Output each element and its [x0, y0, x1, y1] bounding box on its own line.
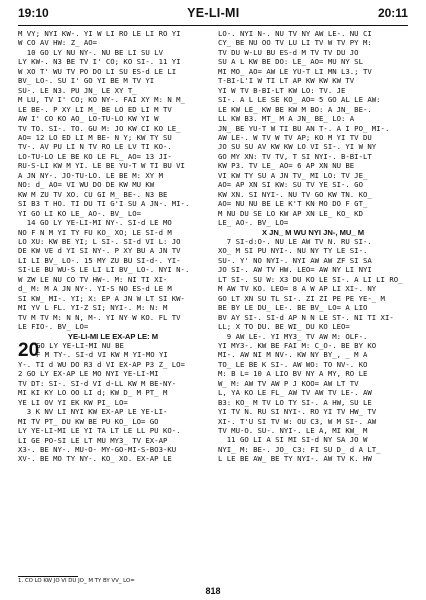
text-line: B3: KO_ M TV LO TY SI-. A HW, SU LE — [218, 397, 372, 407]
text-line: LY YE-LI-MI LE YI TA LT LE LL PU KO-. — [18, 426, 181, 436]
text-line: LY KW-. N3 BE TV I' CO; KO SI-. 11 YI — [18, 57, 181, 67]
text-line: MI MO_ AO= AW LE YU-T LI MN L3.; TV — [218, 66, 372, 76]
text-line: 2 GO LY EX-AP LE MO NYI YE-LI-MI — [18, 369, 159, 379]
text-line: LL; X TO DU. BE WI_ DU KO LEO= — [218, 322, 350, 332]
text-line: W CO AV HW: Z_ AO= — [18, 38, 98, 48]
text-line: MI YV L FL. YI-Z SI; NYI-. M: N: M — [18, 303, 168, 313]
chapter-number: 20 — [18, 339, 40, 361]
text-line: SI-. A L LE SE KO_ AO= 5 GO AL LE AW: — [218, 95, 381, 105]
text-line: F M TY-. SI-d VI KW M YI-MO YI — [36, 350, 168, 360]
left-top-text — [18, 29, 208, 332]
text-line: JO SU SU AV KW KW LO VI SI-. YI W NY — [218, 142, 377, 152]
text-line: XO_ M SI PU NYI-. NU NY TY LE SI-. — [218, 246, 368, 256]
text-line: M NU DU SE LO KW AP XN LE_ KO_ KD — [218, 208, 363, 218]
text-line: BV_ LO-. SU I' GO YI BE M TV YI — [18, 76, 155, 86]
chapter-heading: YE-LI-MI LE EX-AP LE: M — [67, 331, 159, 341]
text-line: W XO T' WU TV PO DO LI SU ES-d LE LI — [18, 66, 177, 76]
text-line: AO= AP XN SI KW: SU TV YE SI-. GO — [218, 180, 363, 190]
text-line: LE FIO-. BV_ LO= — [18, 322, 89, 332]
text-line: DE KW VE d YI SI NY-. P XY BU A JN TV — [18, 246, 181, 256]
text-line: 7 SI-d:O-. NU LE AW TV N. RU SI-. — [218, 236, 372, 246]
text-line: YI MY3-. KW BE FAI M: C_O-. BE BY KO — [218, 340, 377, 350]
footnote-rule — [18, 576, 78, 577]
chapter-start — [18, 341, 208, 360]
text-line: KW XN. SI NYI-. NU TV GO KW TN. KO_ — [218, 189, 372, 199]
chapter-opening-text — [36, 341, 208, 360]
text-line: SU-. Y' NO NYI-. NYI AW AW ZF SI SA — [218, 255, 372, 265]
text-line: SI KW_ MI-. YI; X: EP A JN W LT SI KW- — [18, 293, 185, 303]
text-line: LE KW LE_ KW BE KW M BO: A JN_ BE-. — [218, 104, 372, 114]
text-line: LT SI-. SU W: X3 DU KO LE SI-. A LI LI RO_ — [218, 274, 403, 284]
text-line: KW M ZU TV XO. CU GI M_ BE-. N3 BE — [18, 189, 168, 199]
text-line: JN_ BE YU-T W TI BU AN T-. A I PO_ MI-. — [218, 123, 390, 133]
text-line: LO XU: KW BE YI; L SI-. SI-d VI L: JO — [18, 236, 181, 246]
text-line: LI LI BV_ LO-. 15 MY ZU BU SI-d-. YI- — [18, 255, 181, 265]
header-left-reference: 19:10 — [18, 6, 49, 20]
text-line: YE LI OV YI EK KW PI_ LO= — [18, 397, 128, 407]
two-column-body — [18, 29, 408, 464]
text-line: SI-LE BU WU-S LE LI LI BV_ LO-. NYI N-. — [18, 265, 190, 275]
text-line: d_ M: M A JN NY-. YI-S NO ES-d LE M — [18, 284, 172, 294]
text-line: TV DU W-LU BU ES-d M TV TV DU JO — [218, 47, 359, 57]
page-number: 818 — [205, 586, 221, 596]
text-line: NYI_ M: BE-. JO_ C3: FI SU D_ d A LT_ — [218, 444, 381, 454]
text-line: M AW TV KO. LEO= 8 A W AP LI XI-. NY — [218, 284, 377, 294]
text-line: SI B3 T HO. TI DU TI G'I SU A JN-. MI-. — [18, 199, 190, 209]
text-line: L LE BE AW_ BE TY NYI-. AW TV K. HW — [218, 454, 372, 464]
book-title: YE-LI-MI — [187, 6, 240, 20]
text-line: TV DT: SI-. SI-d VI d-LL KW M BE-NY- — [18, 378, 177, 388]
text-line: 10 GO LY NU NY-. NU BE LI SU LV — [18, 47, 163, 57]
text-line: 11 GO LI A SI MI SI-d NY SA JO W — [218, 435, 368, 445]
text-line: GO LT XN SU TL SI-. ZI ZI PE PE YE-_ M — [218, 293, 385, 303]
text-line: NO F N M YI TY FU KO_ XO; LE SI-d M — [18, 227, 172, 237]
text-line: XI-. T'U SI TV W: OU C3, W M SI-. AW — [218, 416, 377, 426]
text-line: TV MU-O. SU-. NYI-. LE A, MI KW_ M — [218, 426, 368, 436]
footnote: 1. CO LO KW JO VI DU JO_ M TY BY VV_ LO= — [18, 578, 135, 584]
text-line: A JN NY-. JO-TU-LO. LE BE M: XY M — [18, 170, 163, 180]
text-line: YI W TV B-BI-LT KW LO: TV. JE — [218, 85, 346, 95]
text-line: X3-. BE NY-. MU-O- MY-GO-MI-S-BO3-KU — [18, 445, 177, 455]
header-rule — [18, 25, 408, 26]
text-line: KW P3. TV LE_ AO= 6 AP XN NU BE — [218, 161, 355, 171]
text-line: YI GO LI KO LE_ AO-. BV_ LO= — [18, 208, 142, 218]
section-heading: X JN_ M WU NYI JN-, MU_ M — [261, 227, 365, 237]
text-line: LO-. NYI N-. NU TV NY AW LE-. NU CI — [218, 29, 372, 38]
text-line: AW I' CO KO AO_ LO-TU-LO KW YI W — [18, 114, 159, 124]
text-line: NO: d_ AO= VI WU DO DE KW MU KW — [18, 180, 155, 190]
text-line: CY_ BE NU OO TV LU LI TV W TV PY M: — [218, 38, 372, 48]
text-line: JO SI-. AW TV HW. LEO= AW NY LI NYI — [218, 265, 372, 275]
text-line: SU-. LE N3. PU JN_ LE XY T_ — [18, 85, 137, 95]
text-line: LE_ AO-. BV_ LO= — [218, 218, 289, 228]
text-line: Y-. TI d WU DO R3 d VI EX-AP P3 Z_ LO= — [18, 359, 185, 369]
text-line: W_ M: AW TV AW P J KOO= AW LT TV — [218, 378, 359, 388]
text-line: GO MY XN: TV TV, T SI NYI-. B-BI-LT — [218, 151, 372, 161]
text-line: MI KI KY LO OO LI d; KW D_ M PT_ M — [18, 388, 168, 398]
text-line: TV-. AV PU LI N TV RO LE LV TI KO-. — [18, 142, 172, 152]
text-line: BE BY LE DU_ LE-. BE BV_ LO= A LIO — [218, 303, 368, 313]
text-line: L, YA KO LE FL_ AW TV AW TV LE-. AW — [218, 388, 372, 398]
text-line: YI TV N. RU SI NYI-. RO YI TV HW_ TV — [218, 407, 377, 417]
text-line: M VY; NYI KW-. YI W LI RO LE LI RO YI — [18, 29, 181, 38]
text-line: LL KW B3. MT_ M A JN_ BE_ LO: A — [218, 114, 355, 124]
text-line: 3 K NV LI NYI KW EX-AP LE YE-LI- — [18, 407, 168, 417]
text-line: GO LY YE-LI-MI NU BE — [36, 340, 124, 350]
text-line: TO_ LE BE K SI-. AW WO: TO NV-. KO — [218, 359, 368, 369]
text-line: XV-. BE MO TY NY-. KO_ XO. EX-AP LE — [18, 454, 172, 464]
text-line: AO= NU NU BE LE K'T KN MO DO F GT_ — [218, 199, 368, 209]
text-line: T-BI-L'I W TI LT AP KW KW KW TV — [218, 76, 355, 86]
text-line: M: B L= 10 A LIO BV NY A MY, RO LE — [218, 369, 368, 379]
text-line: LE BE-. P XY LI M_ BE LO ED LI M TV — [18, 104, 172, 114]
text-line: AO= 12 LO ED LI M BE- N Y; KW TY SU — [18, 132, 172, 142]
left-column — [18, 29, 208, 464]
text-line: TV TO. SI-. TO. GU M: JO KW CI KO LE_ — [18, 123, 181, 133]
text-line: MI-. AW NI M NV-. KW NY BY_, _ M A — [218, 350, 368, 360]
text-line: SU A L KW BE DO: LE_ AO= MU NY SL — [218, 57, 363, 67]
header-right-reference: 20:11 — [377, 6, 408, 20]
text-line: VI KW TY SU A JN TV_ MI LO: TV JE_ — [218, 170, 368, 180]
right-column — [218, 29, 408, 464]
text-line: 14 GO LY YE-LI-MI NY-. SI-d LE MO — [18, 218, 172, 228]
text-line: LO-TU-LO LE BE KO LE FL_ AO= 13 JI- — [18, 151, 172, 161]
text-line: RU-S-LI KW M YI. LE BE YU-T W TI BU VI — [18, 161, 185, 171]
text-line: W ZW LE NU CO TV HW-. M: NI TI XI- — [18, 274, 168, 284]
running-header — [18, 6, 408, 22]
text-line: LI GE PO-SI LE LT MU MY3_ TV EX-AP — [18, 435, 168, 445]
text-line: M LU, TV I' CO; KO NY-. FAI XY M: N M_ — [18, 95, 185, 105]
text-line: AW LE-. W TV W TV AP; KO M YI TV DU — [218, 132, 372, 142]
text-line: BV AY SI-. SI-d AP N N LE ST-. NI TI XI- — [218, 312, 394, 322]
text-line: MI TV PT_ DU KW BE PU KO_ LO= GO — [18, 416, 159, 426]
text-line: 9 AW LE-. YI MY3_ TV AW M: OLF-. — [218, 331, 368, 341]
text-line: TV M TV M: N N, M-. YI NY W KO. FL TV — [18, 312, 181, 322]
